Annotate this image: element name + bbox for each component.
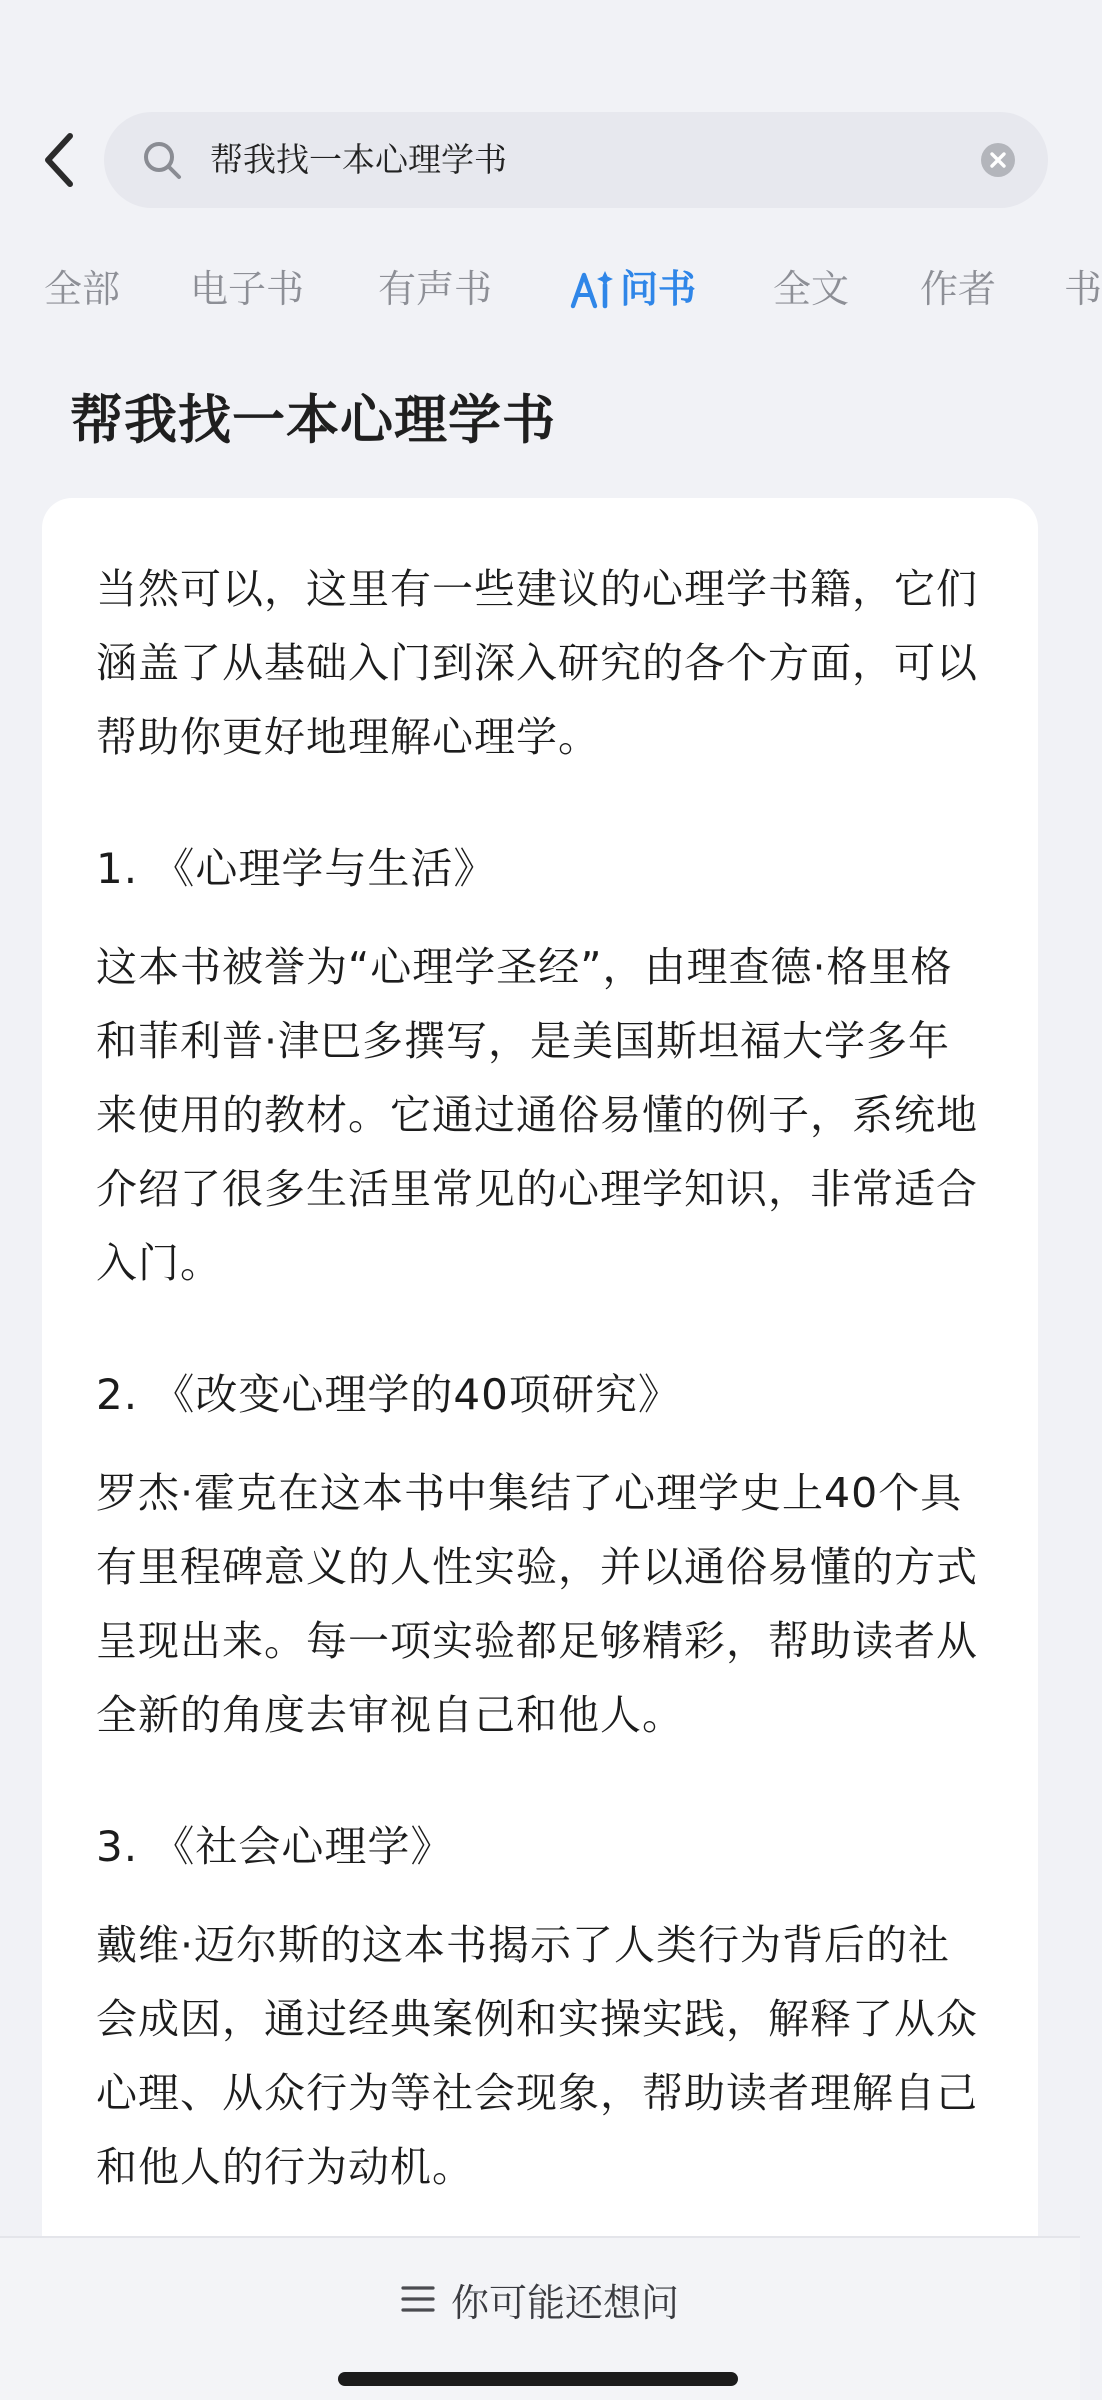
- chevron-left-icon: [40, 132, 80, 188]
- menu-icon: [401, 2284, 435, 2314]
- book-title[interactable]: 2. 《改变心理学的40项研究》: [96, 1370, 681, 1419]
- answer-intro: 当然可以，这里有一些建议的心理学书籍，它们涵盖了从基础入门到深入研究的各个方面，可以帮助你更好地理解心理学。: [96, 565, 978, 761]
- clear-icon[interactable]: [980, 142, 1016, 178]
- tab-audiobook[interactable]: 有声书: [378, 267, 493, 311]
- tab-more[interactable]: 书: [1064, 267, 1102, 311]
- suggest-questions-button[interactable]: [0, 2238, 1080, 2360]
- tab-author[interactable]: 作者: [920, 267, 997, 311]
- tab-ebook[interactable]: 电子书: [190, 267, 305, 311]
- tab-ask-book[interactable]: [570, 254, 696, 324]
- search-input[interactable]: [104, 112, 1048, 208]
- ai-icon: [570, 269, 616, 309]
- book-description: 这本书被誉为“心理学圣经”，由理查德·格里格和菲利普·津巴多撰写，是美国斯坦福大学多年来使用的教材。它通过通俗易懂的例子，系统地介绍了很多生活里常见的心理学知识，非常适合入门。: [96, 943, 978, 1287]
- book-description: 戴维·迈尔斯的这本书揭示了人类行为背后的社会成因，通过经典案例和实操实践，解释了从众心理、从众行为等社会现象，帮助读者理解自己和他人的行为动机。: [96, 1921, 978, 2191]
- answer-card: [42, 498, 1038, 2258]
- book-description: 罗杰·霍克在这本书中集结了心理学史上40个具有里程碑意义的人性实验，并以通俗易懂的方式呈现出来。每一项实验都足够精彩，帮助读者从全新的角度去审视自己和他人。: [96, 1469, 978, 1739]
- answer-content: [96, 552, 988, 2262]
- suggest-label: 你可能还想问: [450, 2280, 679, 2325]
- home-indicator[interactable]: [338, 2372, 738, 2386]
- bottom-bar: [0, 2236, 1080, 2400]
- tab-fulltext[interactable]: 全文: [773, 267, 850, 311]
- tab-ask-book-label: 问书: [620, 267, 697, 311]
- tab-bar: [0, 254, 1102, 324]
- search-row: [0, 112, 1080, 208]
- search-icon: [140, 138, 184, 182]
- search-query: 帮我找一本心理学书: [210, 140, 507, 179]
- back-button[interactable]: [30, 130, 90, 190]
- tab-all[interactable]: 全部: [44, 267, 121, 311]
- book-title[interactable]: 3. 《社会心理学》: [96, 1822, 454, 1871]
- question-title: 帮我找一本心理学书: [70, 390, 556, 451]
- book-title[interactable]: 1. 《心理学与生活》: [96, 844, 497, 893]
